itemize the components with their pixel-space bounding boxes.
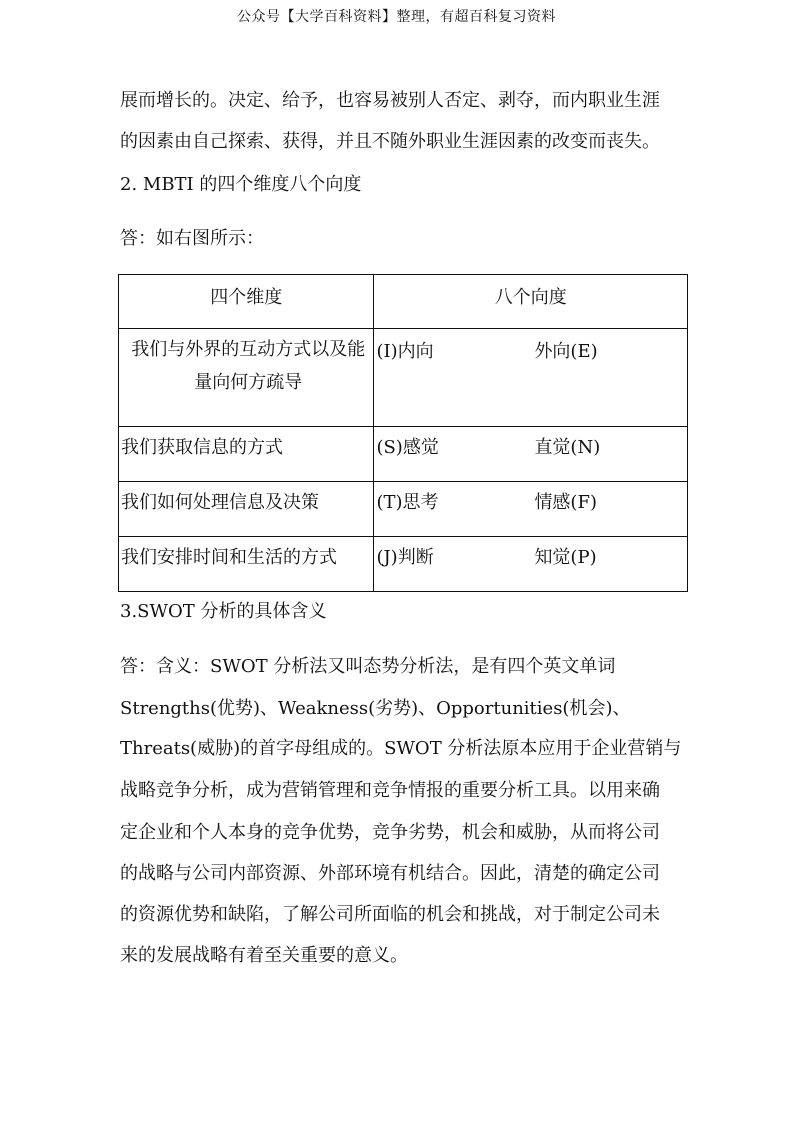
dimension-label: 我们安排时间和生活的方式 [121, 547, 337, 568]
answer-line: Threats(威胁)的首字母组成的。SWOT 分析法原本应用于企业营销与 [120, 738, 682, 759]
table-row [119, 482, 688, 537]
dimension-cell [119, 537, 374, 592]
question-3-title: 3.SWOT 分析的具体含义 [120, 601, 327, 622]
dimension-label-line: 我们与外界的互动方式以及能 [131, 339, 366, 360]
direction-left: (I)内向 [376, 341, 434, 362]
dimension-label-line: 量向何方疏导 [194, 372, 303, 393]
table-header-row [119, 275, 688, 329]
paragraph-line: 的因素由自己探索、获得，并且不随外职业生涯因素的改变而丧失。 [120, 131, 660, 152]
answer-line: Strengths(优势)、Weakness(劣势)、Opportunities(机会)、 [120, 698, 631, 719]
page-header: 公众号【大学百科资料】整理，有超百科复习资料 [237, 9, 556, 25]
direction-right: 知觉(P) [534, 547, 597, 568]
direction-right: 直觉(N) [534, 437, 601, 458]
question-2-title: 2. MBTI 的四个维度八个向度 [120, 174, 362, 195]
direction-cell [374, 482, 688, 537]
paragraph-line: 展而增长的。决定、给予，也容易被别人否定、剥夺，而内职业生涯 [120, 90, 660, 111]
table-row [119, 329, 688, 427]
direction-left: (J)判断 [376, 547, 434, 568]
direction-left: (T)思考 [376, 492, 439, 513]
direction-cell [374, 537, 688, 592]
answer-line: 来的发展战略有着至关重要的意义。 [120, 945, 408, 966]
mbti-table [118, 274, 688, 592]
direction-right: 外向(E) [534, 341, 598, 362]
table-row [119, 537, 688, 592]
table-row [119, 427, 688, 482]
table-header-directions: 八个向度 [374, 275, 688, 329]
answer-line: 定企业和个人本身的竞争优势，竞争劣势，机会和威胁，从而将公司 [120, 822, 660, 843]
dimension-cell [119, 427, 374, 482]
direction-right: 情感(F) [534, 492, 597, 513]
answer-line: 的资源优势和缺陷，了解公司所面临的机会和挑战，对于制定公司未 [120, 904, 660, 925]
dimension-label: 我们获取信息的方式 [121, 437, 283, 458]
table-header-dimensions: 四个维度 [119, 275, 374, 329]
direction-left: (S)感觉 [376, 437, 439, 458]
dimension-cell [119, 329, 374, 427]
direction-cell [374, 427, 688, 482]
dimension-label: 我们如何处理信息及决策 [121, 492, 319, 513]
answer-line: 的战略与公司内部资源、外部环境有机结合。因此，清楚的确定公司 [120, 863, 660, 884]
dimension-cell [119, 482, 374, 537]
answer-line: 答：含义：SWOT 分析法又叫态势分析法，是有四个英文单词 [120, 656, 616, 677]
direction-cell [374, 329, 688, 427]
answer-line: 战略竞争分析，成为营销管理和竞争情报的重要分析工具。以用来确 [120, 780, 660, 801]
question-2-answer: 答：如右图所示： [120, 228, 264, 249]
